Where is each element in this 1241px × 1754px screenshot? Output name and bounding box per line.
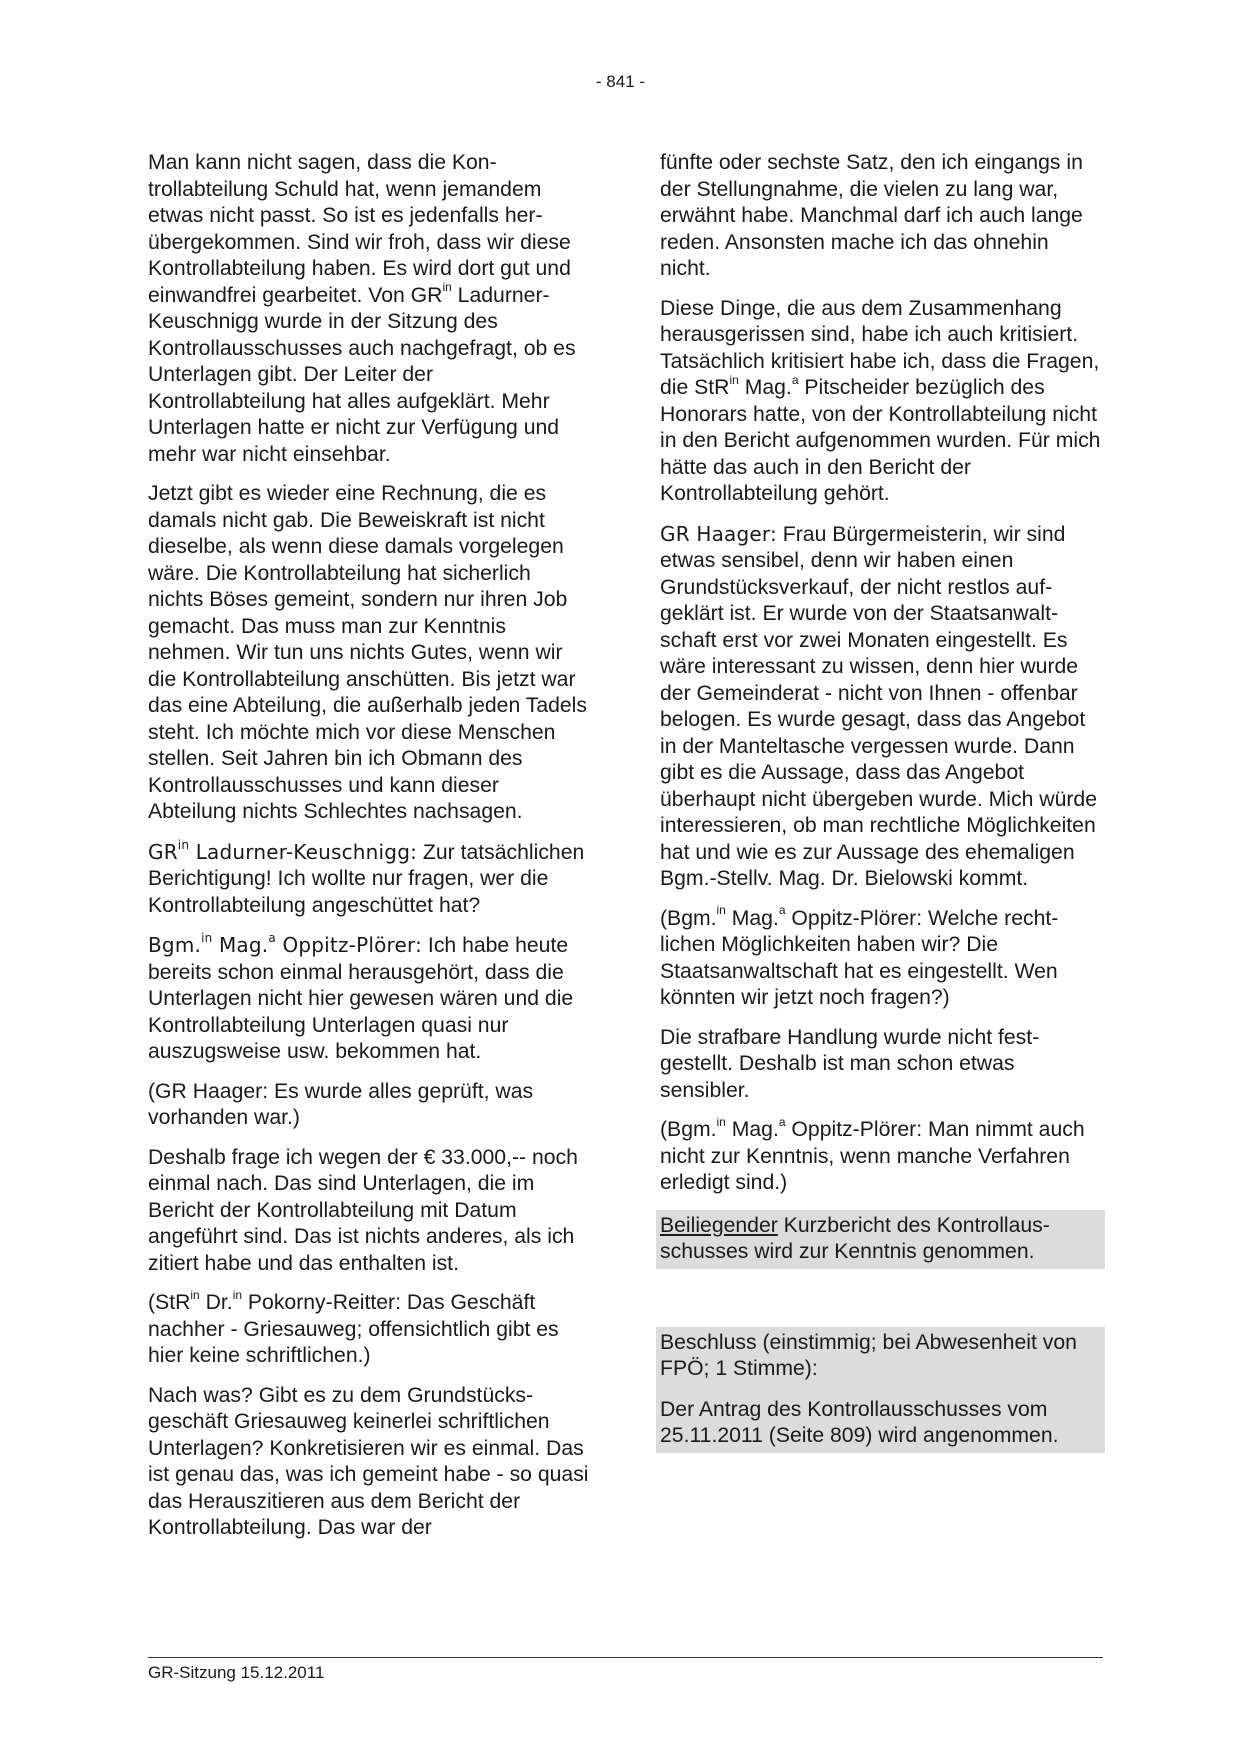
report-notice-box <box>656 1210 1105 1269</box>
paragraph: Beiliegender Kurzbericht des Kontrollausschusses wird zur Kenntnis genommen. <box>660 1213 1050 1263</box>
page-number: - 841 - <box>595 72 646 91</box>
right-column <box>660 150 1105 1453</box>
paragraph: Deshalb frage ich wegen der € 33.000,-- noch einmal nach. Das sind Unterlagen, die im Bericht der Kontrollabteilung mit Datum angeführt sind. Das ist nichts anderes, als ich zitiert habe und das enthalten ist. <box>148 1145 578 1275</box>
paragraph: Man kann nicht sagen, dass die Kontrollabteilung Schuld hat, wenn jemandem etwas nicht passt. So ist es jedenfalls herübergekommen. Sind wir froh, dass wir diese Kontrollabteilung haben. Es wird dort gut und einwandfrei gearbeitet. Von $GR^{in}$ Ladurner-Keuschnigg wurde in der Sitzung des Kontrollausschusses auch nachgefragt, ob es Unterlagen gibt. Der Leiter der Kontrollabteilung hat alles aufgeklärt. Mehr Unterlagen hatte er nicht zur Verfügung und mehr war nicht einsehbar. <box>148 151 576 466</box>
paragraph: $GR^{in}$ Ladurner-Keuschnigg: Zur tatsächlichen Berichtigung! Ich wollte nur fragen, wer die Kontrollabteilung angeschüttet hat? <box>148 837 585 917</box>
paragraph: Diese Dinge, die aus dem Zusammenhang herausgerissen sind, habe ich auch kritisiert. Tatsächlich kritisiert habe ich, dass die Fragen, die StR$^{in}$ Mag.$^a$ Pitscheider bezüglich des Honorars hatte, von der Kontrollabteilung nicht in den Bericht aufgenommen wurden. Für mich hätte das auch in den Bericht der Kontrollabteilung gehört. <box>660 296 1101 505</box>
left-column <box>148 150 590 1555</box>
paragraph: Bgm.$^{in}$ Mag.$^a$ Oppitz-Plörer: Ich habe heute bereits schon einmal herausgehört, dass die Unterlagen nicht hier gewesen wären und die Kontrollabteilung Unterlagen quasi nur auszugsweise usw. bekommen hat. <box>148 931 574 1063</box>
paragraph: (GR Haager: Es wurde alles geprüft, was vorhanden war.) <box>148 1079 534 1129</box>
paragraph: (Bgm.$^{in}$ Mag.$^a$ Oppitz-Plörer: Man nimmt auch nicht zur Kenntnis, wenn manche Verfahren erledigt sind.) <box>660 1114 1085 1194</box>
speaker-name: GR Haager: <box>660 521 777 546</box>
footer: GR-Sitzung 15.12.2011 <box>148 1663 325 1682</box>
paragraph: Nach was? Gibt es zu dem Grundstücksgeschäft Griesauweg keinerlei schriftlichen Unterlagen? Konkretisieren wir es einmal. Das ist genau das, was ich gemeint habe - so quasi das Herauszitieren aus dem Bericht der Kontrollabteilung. Das war der <box>148 1383 589 1539</box>
paragraph: GR Haager: Frau Bürgermeisterin, wir sind etwas sensibel, denn wir haben einen Grundstücksverkauf, der nicht restlos aufgeklärt ist. Er wurde von der Staatsanwaltschaft erst vor zwei Monaten eingestellt. Es wäre interessant zu wissen, denn hier wurde der Gemeinderat - nicht von Ihnen - offenbar belogen. Es wurde gesagt, dass das Angebot in der Manteltasche vergessen wurde. Dann gibt es die Aussage, dass das Angebot überhaupt nicht übergeben wurde. Mich würde interessieren, ob man rechtliche Möglichkeiten hat und wie es zur Aussage des ehemaligen Bgm.-Stellv. Mag. Dr. Bielowski kommt. <box>660 521 1097 890</box>
resolution-box <box>656 1327 1105 1453</box>
footer-divider <box>148 1657 1103 1658</box>
resolution-text: Der Antrag des Kontrollausschusses vom 25.11.2011 (Seite 809) wird angenommen. <box>660 1397 1059 1447</box>
paragraph: (Bgm.$^{in}$ Mag.$^a$ Oppitz-Plörer: Welche rechtlichen Möglichkeiten haben wir? Die Staatsanwaltschaft hat es eingestellt. Wen könnten wir jetzt noch fragen?) <box>660 903 1059 1009</box>
paragraph: Die strafbare Handlung wurde nicht festgestellt. Deshalb ist man schon etwas sensibler. <box>660 1025 1040 1102</box>
speaker-name: Bgm.$^{in}$ Mag.$^a$ Oppitz-Plörer: <box>148 931 423 957</box>
resolution-heading: Beschluss (einstimmig; bei Abwesenheit von FPÖ; 1 Stimme): <box>660 1330 1077 1380</box>
paragraph: fünfte oder sechste Satz, den ich eingangs in der Stellungnahme, die vielen zu lang war, erwähnt habe. Manchmal darf ich auch lange reden. Ansonsten mache ich das ohnehin nicht. <box>660 151 1083 280</box>
speaker-name: $GR^{in}$ Ladurner-Keuschnigg: <box>148 837 418 864</box>
paragraph: (StR$^{in}$ Dr.$^{in}$ Pokorny-Reitter: Das Geschäft nachher - Griesauweg; offensichtlich gibt es hier keine schriftlichen.) <box>148 1287 559 1367</box>
paragraph: Jetzt gibt es wieder eine Rechnung, die es damals nicht gab. Die Beweiskraft ist nicht dieselbe, als wenn diese damals vorgelegen wäre. Die Kontrollabteilung hat sicherlich nichts Böses gemeint, sondern nur ihren Job gemacht. Das muss man zur Kenntnis nehmen. Wir tun uns nichts Gutes, wenn wir die Kontrollabteilung anschütten. Bis jetzt war das eine Abteilung, die außerhalb jeden Tadels steht. Ich möchte mich vor diese Menschen stellen. Seit Jahren bin ich Obmann des Kontrollausschusses und kann dieser Abteilung nichts Schlechtes nachsagen. <box>148 482 587 823</box>
